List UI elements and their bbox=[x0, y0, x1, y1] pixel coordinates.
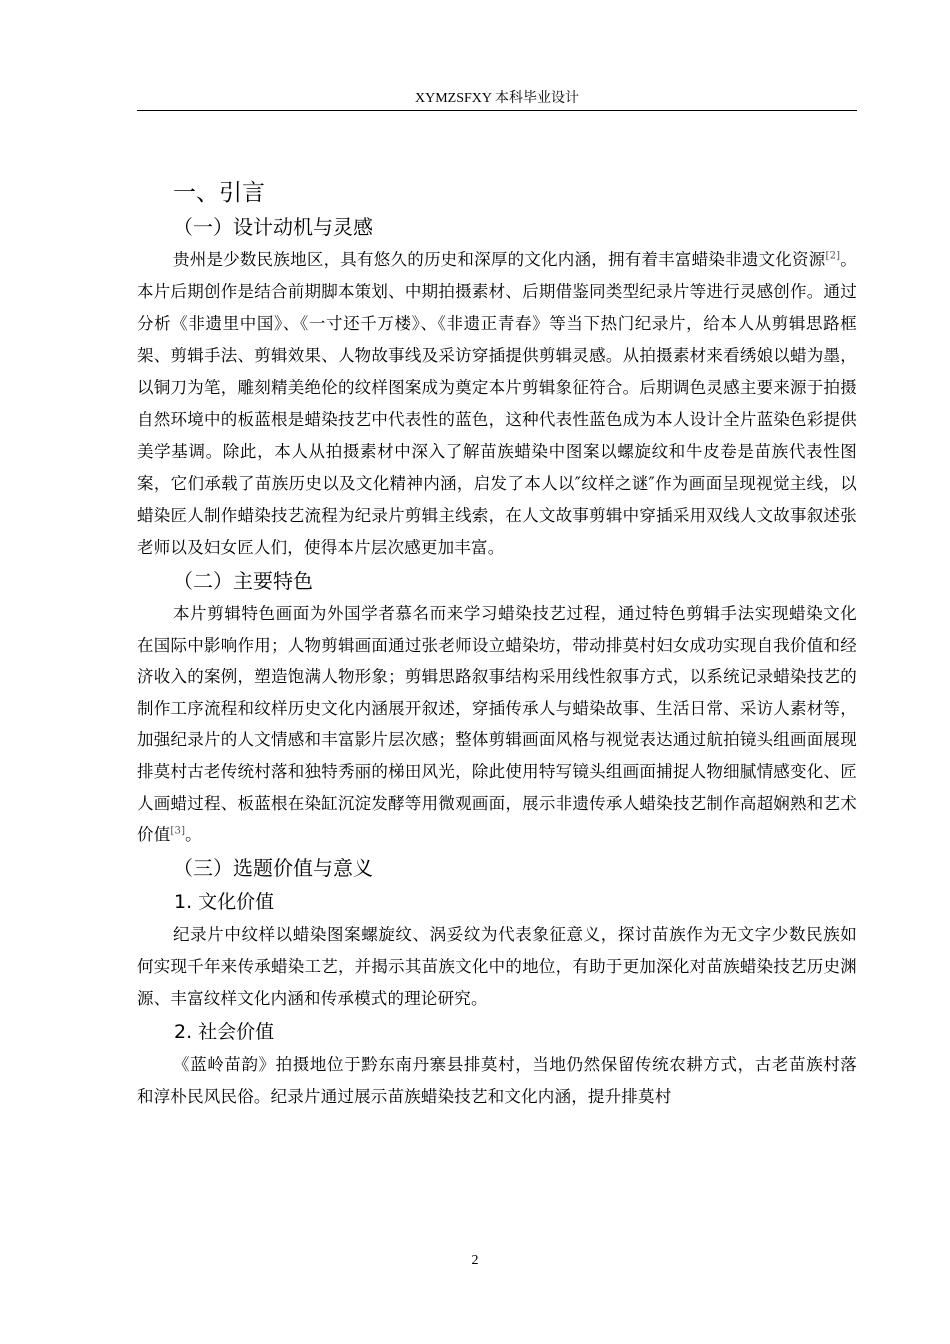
subheading-social-value: 2. 社会价值 bbox=[174, 1020, 275, 1043]
paragraph-motivation bbox=[137, 244, 857, 564]
paragraph-text: 。 bbox=[185, 825, 202, 845]
citation-ref: [2] bbox=[825, 250, 841, 262]
paragraph-features bbox=[137, 598, 857, 851]
subsection-title-value: （三）选题价值与意义 bbox=[173, 855, 373, 880]
header-rule bbox=[137, 110, 857, 111]
paragraph-cultural-value: 纪录片中纹样以蜡染图案螺旋纹、涡妥纹为代表象征意义，探讨苗族作为无文字少数民族如何实现千年来传承蜡染工艺，并揭示其苗族文化中的地位，有助于更加深化对苗族蜡染技艺历史渊源、丰富纹样文化内涵和传承模式的理论研究。 bbox=[137, 924, 857, 1008]
subheading-cultural-value: 1. 文化价值 bbox=[174, 890, 275, 913]
body-content bbox=[137, 176, 857, 1113]
paragraph-text: 。本片后期创作是结合前期脚本策划、中期拍摄素材、后期借鉴同类型纪录片等进行灵感创作。通过分析《非遗里中国》、《一寸还千万楼》、《非遗正青春》等当下热门纪录片，给本人从剪辑思路框架、剪辑手法、剪辑效果、人物故事线及采访穿插提供剪辑灵感。从拍摄素材来看绣娘以蜡为墨，以铜刀为笔，雕刻精美绝伦的纹样图案成为奠定本片剪辑象征符合。后期调色灵感主要来源于拍摄自然环境中的板蓝根是蜡染技艺中代表性的蓝色，这种代表性蓝色成为本人设计全片蓝染色彩提供美学基调。除此，本人从拍摄素材中深入了解苗族蜡染中图案以螺旋纹和牛皮卷是苗族代表性图案，它们承载了苗族历史以及文化精神内涵，启发了本人以″纹样之谜″作为画面呈现视觉主线，以蜡染匠人制作蜡染技艺流程为纪录片剪辑主线索，在人文故事剪辑中穿插采用双线人文故事叙述张老师以及妇女匠人们，使得本片层次感更加丰富。 bbox=[137, 250, 857, 557]
paragraph-text: 本片剪辑特色画面为外国学者慕名而来学习蜡染技艺过程，通过特色剪辑手法实现蜡染文化在国际中影响作用；人物剪辑画面通过张老师设立蜡染坊，带动排莫村妇女成功实现自我价值和经济收入的案例，塑造饱满人物形象；剪辑思路叙事结构采用线性叙事方式，以系统记录蜡染技艺的制作工序流程和纹样历史文化内涵展开叙述，穿插传承人与蜡染故事、生活日常、采访人素材等，加强纪录片的人文情感和丰富影片层次感；整体剪辑画面风格与视觉表达通过航拍镜头组画面展现排莫村古老传统村落和独特秀丽的梯田风光，除此使用特写镜头组画面捕捉人物细腻情感变化、匠人画蜡过程、板蓝根在染缸沉淀发酵等用微观画面，展示非遗传承人蜡染技艺制作高超娴熟和艺术价值 bbox=[137, 604, 857, 845]
paragraph-social-value: 《蓝岭苗韵》拍摄地位于黔东南丹寨县排莫村，当地仍然保留传统农耕方式，古老苗族村落和淳朴民风民俗。纪录片通过展示苗族蜡染技艺和文化内涵，提升排莫村 bbox=[137, 1054, 857, 1106]
page-number: 2 bbox=[471, 1253, 479, 1268]
running-header: XYMZSFXY 本科毕业设计 bbox=[415, 91, 579, 106]
paragraph-text: 贵州是少数民族地区，具有悠久的历史和深厚的文化内涵，拥有着丰富蜡染非遗文化资源 bbox=[173, 250, 826, 269]
citation-ref: [3] bbox=[170, 825, 186, 837]
section-title-introduction: 一、引言 bbox=[173, 180, 265, 206]
subsection-title-features: （二）主要特色 bbox=[173, 569, 313, 593]
subsection-title-motivation: （一）设计动机与灵感 bbox=[173, 215, 373, 239]
